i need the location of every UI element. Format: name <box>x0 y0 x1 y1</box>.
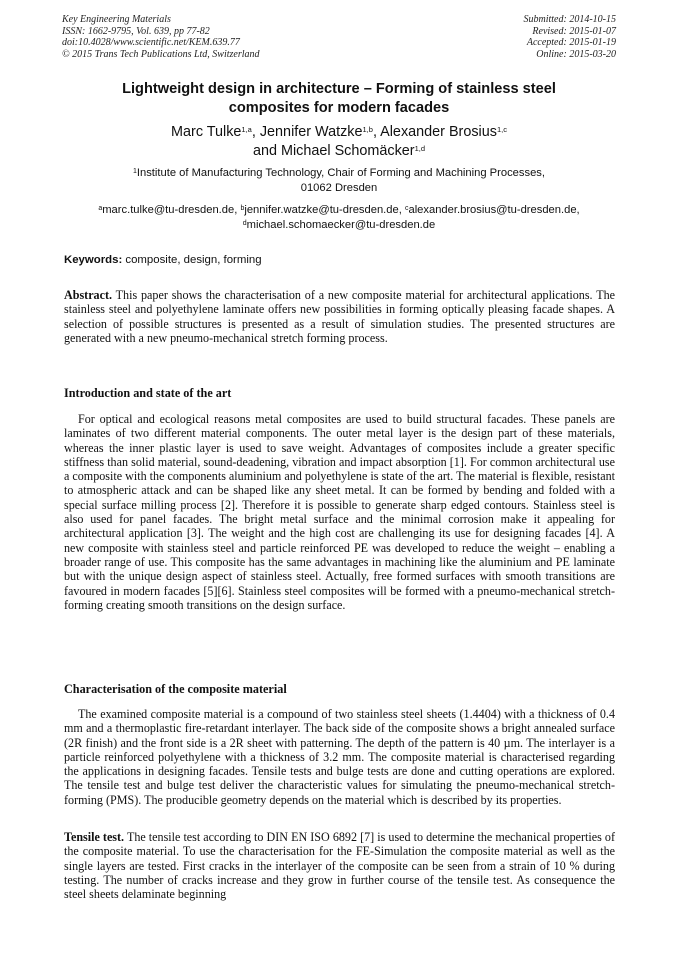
email-superscript: b <box>240 205 245 212</box>
title-line-2: composites for modern facades <box>228 100 450 116</box>
keywords-text: composite, design, forming <box>125 254 262 266</box>
affiliation-line-1 <box>62 166 616 181</box>
abstract <box>64 288 615 345</box>
journal-name: Key Engineering Materials <box>62 14 171 25</box>
affiliation <box>62 166 616 195</box>
copyright-line: © 2015 Trans Tech Publications Ltd, Switzerland <box>62 48 260 60</box>
authors-line-1: Marc Tulke$^{1,a}$, Jennifer Watzke$^{1,b}$, Alexander Brosius$^{1,c}$ <box>171 124 507 140</box>
keywords-label: Keywords: <box>64 254 123 266</box>
email-superscript: a <box>98 205 103 212</box>
tensile-test-paragraph <box>64 830 615 901</box>
characterisation-paragraph: The examined composite material is a compound of two stainless steel sheets (1.4404) with a thickness of 0.4 mm and a thermoplastic fire-retardant interlayer. The back side of the composite shows a bright annealed surface (2R finish) and the front side is a 2R sheet with patterning. The depth of the pattern is 40 µm. The interlayer is a particle reinforced polyethylene with a thickness of 3.2 mm. The composite material is characterised regarding the applications in designing facades. Tensile tests and bulge tests are done and cutting operations are explored. The tensile test and bulge test deliver the characteristic values for simulating the pneumo-mechanical stretch-forming (PMS). The producible geometry depends on the material which is described by its properties. <box>64 707 615 807</box>
author-joiner: and <box>252 142 277 159</box>
author-name: Jennifer Watzke <box>259 124 363 140</box>
email-link[interactable]: michael.schomaecker@tu-dresden.de <box>246 218 436 231</box>
author-superscript: 1,b <box>362 125 373 134</box>
section-heading-characterisation: Characterisation of the composite material <box>64 682 287 696</box>
author-name: Alexander Brosius <box>380 124 497 140</box>
paper-title <box>62 80 616 118</box>
email-superscript: d <box>242 219 247 227</box>
title-line-1: Lightweight design in architecture – Forming of stainless steel <box>122 81 556 97</box>
affiliation-superscript: 1 <box>132 168 137 175</box>
author-list <box>62 123 616 160</box>
email-link[interactable]: jennifer.watzke@tu-dresden.de, <box>244 204 402 216</box>
section-heading-intro: Introduction and state of the art <box>64 386 232 400</box>
intro-paragraph: For optical and ecological reasons metal composites are used to build structural facades. These panels are laminates of two different material components. The outer metal layer is the design part of these materials, whereas the inner plastic layer is used to save weight. Advantages of composites include a greater specific stiffness than solid material, sound-deadening, vibration and impact absorption [1]. For common architectural use a composite with the components aluminium and polyethylene is state of the art. The material is flexible, resistant to atmospheric attack and can be shaped like any sheet metal. It can be formed by bending and folded with a special surface milling process [2]. Therefore it is possible to generate sharp edged contours. Stainless steel is also used for panel facades. The bright metal surface and the minimal corrosion make it appealing for architectural application [3]. The weight and the high cost are challenging its use for designing facades [4]. A new composite with stainless steel and particle reinforced PE was developed to reduce the weight – enabling a broader range of use. This composite has the same advantages in machining like the aluminium and PE laminate but with the unique design aspect of stainless steel. Actually, free formed surfaces with smooth transitions are favoured in modern facades [5][6]. Stainless steel composites will be formed with a pneumo-mechanical stretch-forming creating smooth transitions on the design surface. <box>64 412 615 612</box>
affiliation-text: Institute of Manufacturing Technology, Chair of Forming and Machining Processes, <box>136 167 546 179</box>
author-name: Michael Schomäcker <box>281 142 415 159</box>
emails-line-1 <box>62 203 616 218</box>
journal-info <box>62 14 260 60</box>
doi-line: doi:10.4028/www.scientific.net/KEM.639.77 <box>62 37 240 49</box>
email-link[interactable]: marc.tulke@tu-dresden.de, <box>102 204 238 216</box>
revised-date: Revised: 2015-01-07 <box>532 25 616 37</box>
author-superscript: 1,a <box>241 125 252 134</box>
email-link[interactable]: alexander.brosius@tu-dresden.de, <box>408 204 580 216</box>
keywords <box>64 253 262 267</box>
authors-line-2 <box>62 142 616 161</box>
accepted-date: Accepted: 2015-01-19 <box>526 37 616 49</box>
author-emails <box>62 203 616 232</box>
issn-line: ISSN: 1662-9795, Vol. 639, pp 77-82 <box>62 25 210 37</box>
submitted-date: Submitted: 2014-10-15 <box>523 14 616 25</box>
abstract-label: Abstract. <box>64 288 113 302</box>
tensile-test-text: The tensile test according to DIN EN ISO 6892 [7] is used to determine the mechanical properties of the composite material. To use the characterisation for the FE-Simulation the composite material as well as the single layers are tested. First cracks in the interlayer of the composite can be seen from a strain of 10 % during testing. The number of cracks increase and they grow in further course of the tensile test. As consequence the steel sheets delaminate beginning <box>64 830 615 902</box>
author-superscript: 1,d <box>414 143 426 153</box>
date-info <box>524 14 617 60</box>
author-superscript: 1,c <box>496 125 507 134</box>
abstract-text: This paper shows the characterisation of a new composite material for architectural applications. The stainless steel and polyethylene laminate offers new possibilities in forming optically pleasing facade shapes. A selection of possible structures is presented as a result of simulation studies. The presented structures are generated with a new pneumo-mechanical stretch forming process. <box>64 288 615 345</box>
emails-line-2 <box>62 218 616 233</box>
tensile-test-label: Tensile test. <box>64 830 125 844</box>
author-name: Marc Tulke <box>171 124 242 140</box>
email-superscript: c <box>404 205 409 212</box>
online-date: Online: 2015-03-20 <box>536 48 616 60</box>
affiliation-line-2: 01062 Dresden <box>300 181 378 194</box>
